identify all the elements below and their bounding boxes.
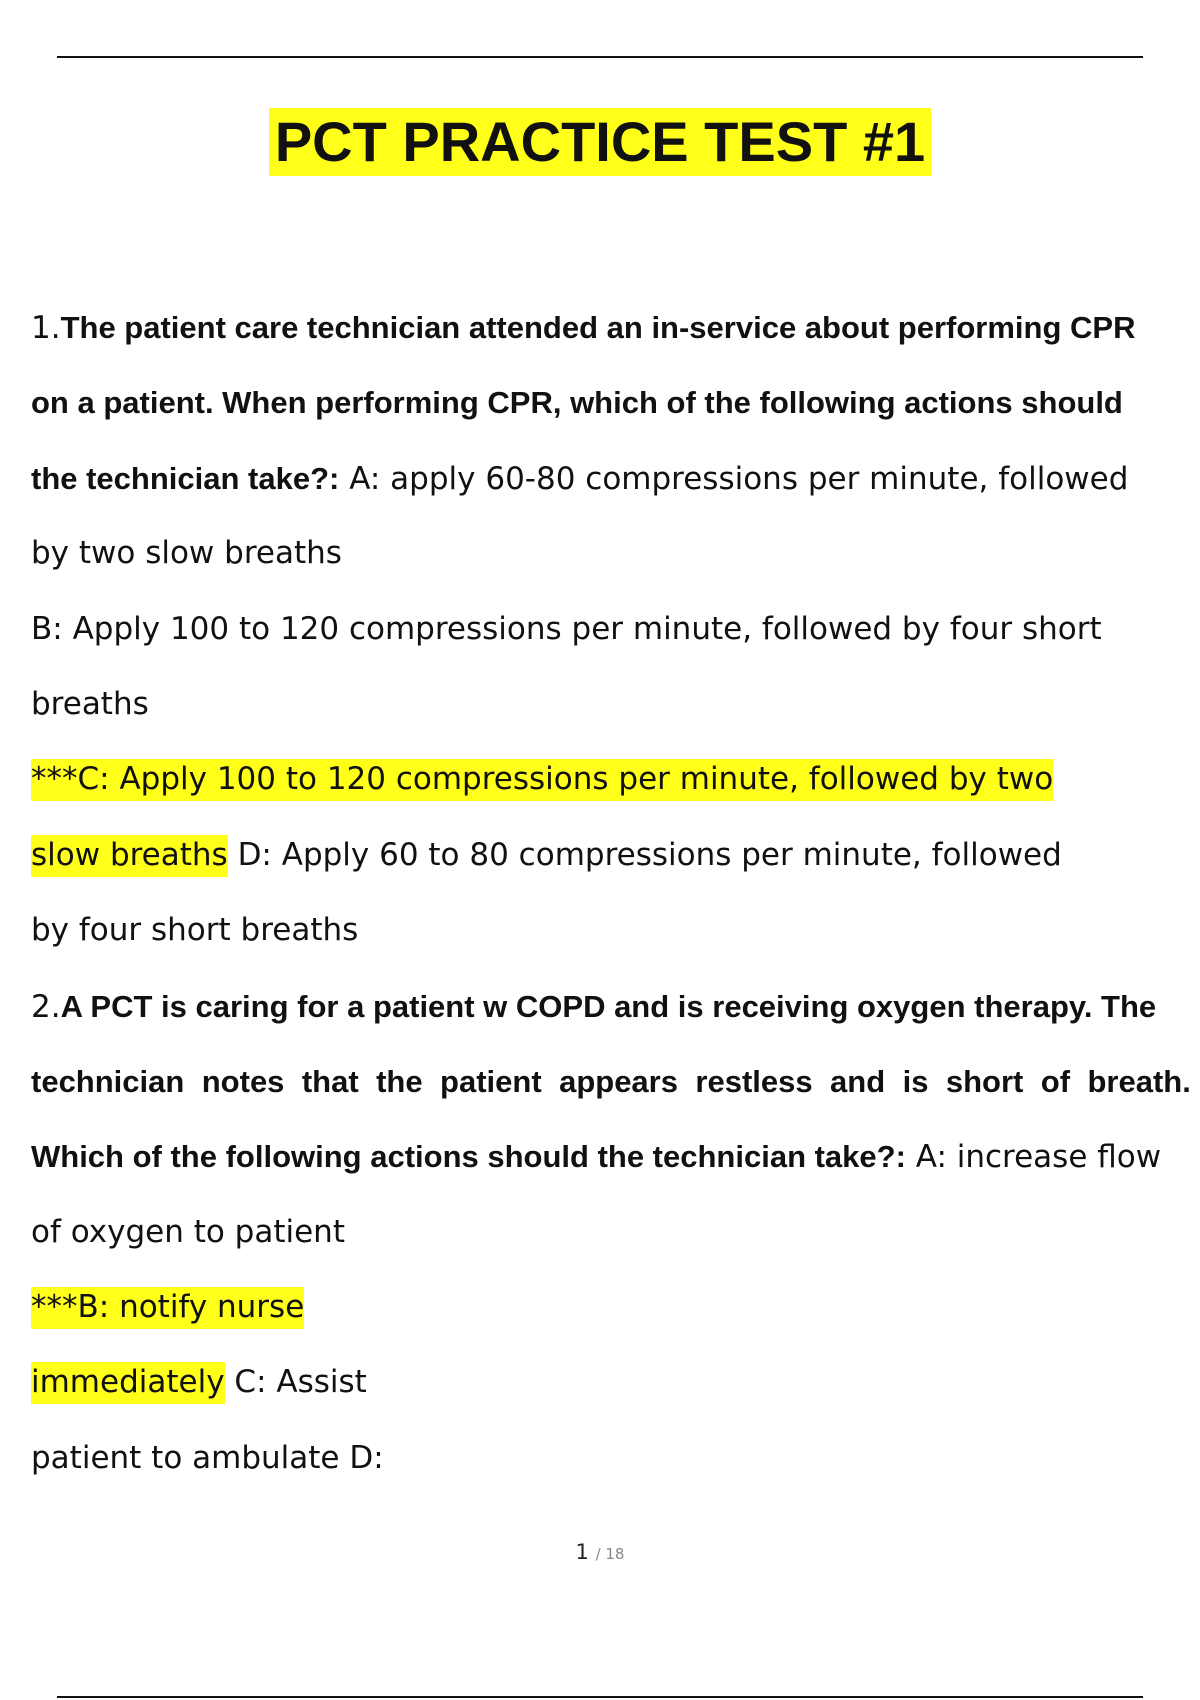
q2-line-4 (31, 1195, 1200, 1270)
q1-option-d: D: Apply 60 to 80 compressions per minute, followed (237, 836, 1062, 873)
q1-stem-line3: the technician take?: (31, 460, 340, 496)
q2-option-a-cont: of oxygen to patient (31, 1213, 345, 1250)
q2-stem-word: appears (559, 1063, 678, 1099)
document-body (31, 290, 1200, 1496)
q2-line-6 (31, 1345, 1200, 1420)
q1-option-a: A: apply 60-80 compressions per minute, followed (349, 460, 1129, 497)
q2-option-c: C: Assist (234, 1364, 367, 1401)
q2-stem-word: of (1040, 1063, 1071, 1099)
page-current: 1 (575, 1540, 589, 1564)
q2-stem-word: and (830, 1063, 886, 1099)
q1-line-1 (31, 290, 1200, 365)
q2-line-7 (31, 1421, 1200, 1496)
q2-stem-word: that (301, 1063, 359, 1099)
q2-stem-line1: A PCT is caring for a patient w COPD and is receiving oxygen therapy. The (60, 988, 1157, 1024)
q1-line-6 (31, 667, 1200, 742)
q2-option-a: A: increase flow (915, 1139, 1162, 1176)
q1-line-9 (31, 893, 1200, 968)
q2-option-b-answer-cont: immediately (31, 1362, 225, 1404)
q1-stem-line2: on a patient. When performing CPR, which of the following actions should (31, 385, 1123, 421)
q1-line-5 (31, 592, 1200, 667)
q2-line-5 (31, 1270, 1200, 1345)
q1-line-4 (31, 516, 1200, 591)
q1-line-7 (31, 742, 1200, 817)
q1-option-d-cont: by four short breaths (31, 912, 359, 949)
q2-stem-word: the (376, 1063, 423, 1099)
page-title: PCT PRACTICE TEST #1 (269, 108, 931, 176)
title-container (0, 108, 1200, 176)
q1-line-2 (31, 365, 1200, 440)
page-total: / 18 (595, 1545, 625, 1563)
q1-number: 1. (31, 310, 61, 346)
q1-option-a-cont: by two slow breaths (31, 535, 342, 572)
q2-stem-word: technician (31, 1063, 185, 1099)
q2-line-1 (31, 969, 1200, 1044)
q2-line-2 (31, 1044, 1200, 1119)
q2-option-b-answer: ***B: notify nurse (31, 1287, 304, 1329)
q2-stem-line3: Which of the following actions should the technician take?: (31, 1139, 906, 1175)
q2-number: 2. (31, 988, 61, 1025)
page-number (0, 1540, 1200, 1564)
bottom-rule (57, 1696, 1143, 1698)
q2-stem-word: is (902, 1063, 929, 1099)
q1-stem-line1: The patient care technician attended an in-service about performing CPR (60, 310, 1136, 345)
q2-option-d: D: (349, 1439, 384, 1476)
q2-option-c-cont: patient to ambulate (31, 1439, 340, 1476)
q1-line-8 (31, 818, 1200, 893)
q2-stem-word: short (945, 1063, 1024, 1099)
q1-line-3 (31, 441, 1200, 516)
q2-line-3 (31, 1119, 1200, 1194)
q1-option-b: B: Apply 100 to 120 compressions per minute, followed by four short (31, 610, 1102, 647)
q2-stem-word: patient (440, 1063, 542, 1099)
q2-stem-word: breath. (1087, 1063, 1191, 1099)
q1-option-b-cont: breaths (31, 685, 149, 722)
top-rule (57, 56, 1143, 58)
q1-option-c-answer: ***C: Apply 100 to 120 compressions per minute, followed by two (31, 759, 1053, 801)
q2-stem-word: restless (695, 1063, 813, 1099)
q2-stem-line2 (31, 1044, 1191, 1119)
q1-option-c-answer-cont: slow breaths (31, 835, 228, 877)
q2-stem-word: notes (201, 1063, 285, 1099)
